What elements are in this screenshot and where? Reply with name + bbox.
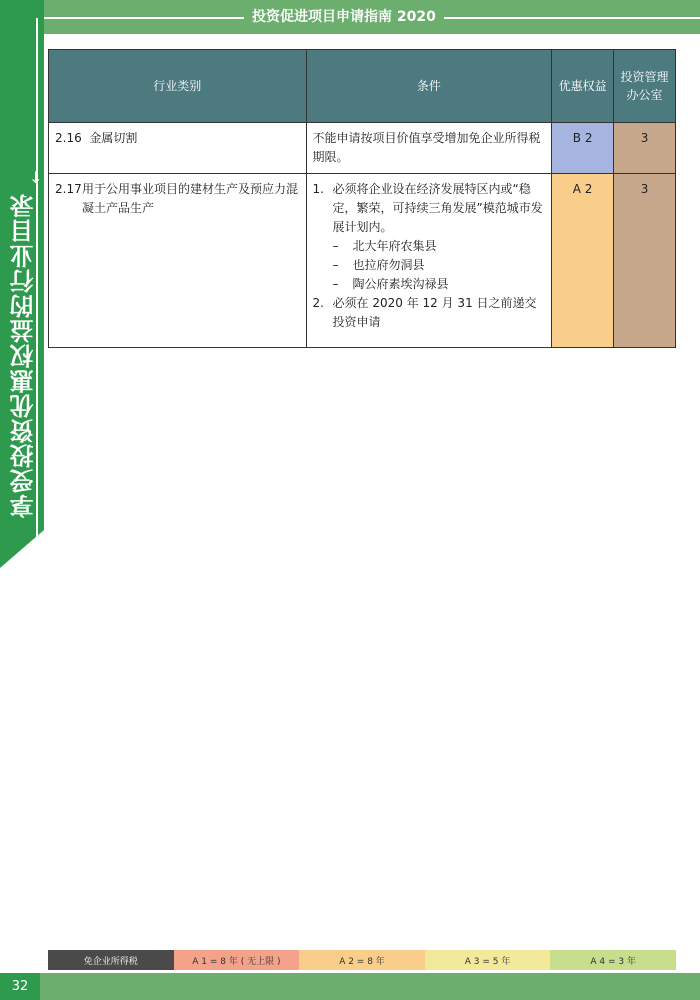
condition-cell: 不能申请按项目价值享受增加免企业所得税期限。: [306, 123, 552, 174]
district-name: 北大年府农集县: [352, 239, 437, 253]
legend-item-a4: A 4 = 3 年: [550, 950, 676, 970]
list-item: – 也拉府勿洞县: [332, 258, 425, 272]
footer-bar: [0, 973, 700, 1000]
benefit-cell: B 2: [552, 123, 614, 174]
category-cell: [49, 174, 307, 348]
page-number: 32: [0, 973, 40, 1000]
district-name: 陶公府素埃沟禄县: [352, 277, 449, 291]
arrow-down-icon: ↓: [29, 168, 43, 187]
header-office-label: 投资管理办公室: [620, 70, 669, 102]
header-benefit: 优惠权益: [552, 50, 614, 123]
district-name: 也拉府勿洞县: [352, 258, 425, 272]
category-cell: [49, 123, 307, 174]
legend-item-a3: A 3 = 5 年: [425, 950, 551, 970]
header-category: 行业类别: [49, 50, 307, 123]
industry-table: [48, 49, 676, 348]
condition-text: 必须在 2020 年 12 月 31 日之前递交投资申请: [332, 296, 537, 329]
header-office: [614, 50, 676, 123]
benefit-cell: A 2: [552, 174, 614, 348]
category-id: 2.16: [55, 131, 82, 145]
legend-item-a1: A 1 = 8 年 ( 无上限 ): [174, 950, 300, 970]
header-condition: 条件: [306, 50, 552, 123]
condition-list: [313, 180, 546, 332]
office-cell: 3: [614, 174, 676, 348]
category-name: 金属切割: [89, 131, 138, 145]
condition-item: [313, 294, 546, 332]
table-row: [49, 174, 676, 348]
condition-item: [313, 180, 546, 294]
list-item: – 北大年府农集县: [332, 239, 437, 253]
district-list: [333, 237, 546, 294]
table-row: [49, 123, 676, 174]
table-header-row: [49, 50, 676, 123]
document-title: 投资促进项目申请指南 2020: [244, 7, 444, 27]
office-cell: 3: [614, 123, 676, 174]
legend-item-a2: A 2 = 8 年: [299, 950, 425, 970]
condition-text: 必须将企业设在经济发展特区内或“稳定，繁荣，可持续三角发展”模范城市发展计划内。: [332, 182, 543, 234]
legend-item-exempt: 免企业所得税: [48, 950, 174, 970]
side-section-title: 享受投资优惠权益的行业目录: [10, 193, 38, 518]
category-name: 用于公用事业项目的建材生产及预应力混凝土产品生产: [82, 182, 299, 215]
condition-number: 1.: [312, 182, 324, 196]
condition-cell: [306, 174, 552, 348]
category-id: 2.17: [55, 182, 82, 196]
condition-number: 2.: [312, 296, 324, 310]
benefit-legend: [48, 950, 676, 970]
list-item: – 陶公府素埃沟禄县: [332, 277, 449, 291]
